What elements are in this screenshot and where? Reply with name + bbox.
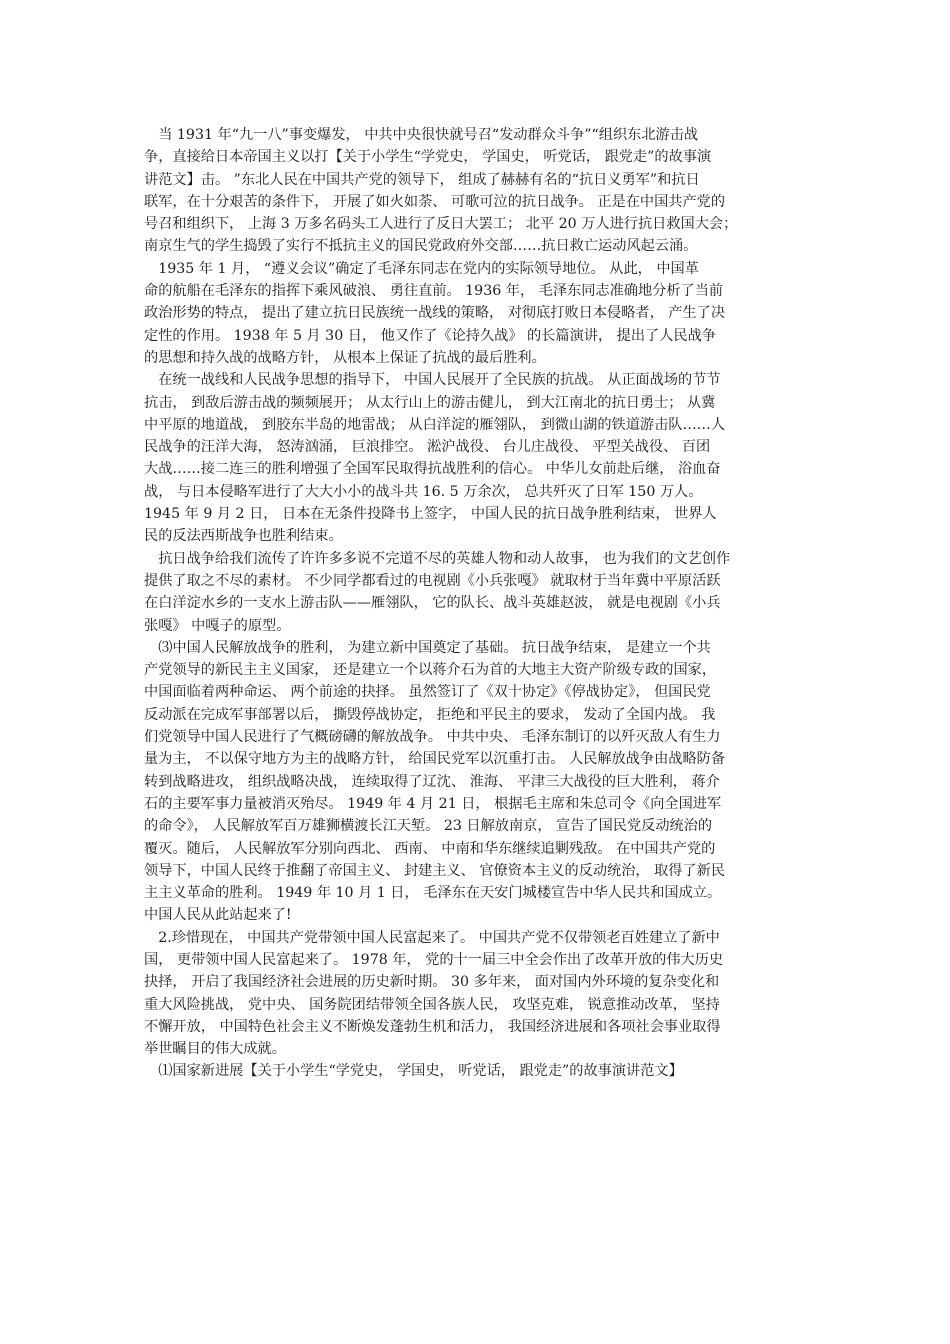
- text-line: 定性的作用。 1938 年 5 月 30 日， 他又作了《论持久战》 的长篇演讲， 提出了人民战争: [144, 327, 716, 344]
- text-line: 主主义革命的胜利。 1949 年 10 月 1 日， 毛泽东在天安门城楼宣告中华人民共和国成立。: [144, 885, 722, 902]
- text-line: 中国面临着两种命运、 两个前途的抉择。 虽然签订了《双十协定》《停战协定》， 但国民党: [144, 684, 711, 701]
- text-line: 提供了取之不尽的素材。 不少同学都看过的电视剧《小兵张嘎》 就取材于当年冀中平原活跃: [144, 572, 721, 589]
- text-line: 石的主要军事力量被消灭殆尽。 1949 年 4 月 21 日， 根据毛主席和朱总司令《向全国进军: [144, 795, 722, 812]
- text-line: 的命令》， 人民解放军百万雄狮横渡长江天堑。 23 日解放南京， 宣告了国民党反动统治的: [144, 818, 713, 835]
- text-line: 抗日战争给我们流传了许许多多说不完道不尽的英雄人物和动人故事， 也为我们的文艺创作: [144, 550, 731, 567]
- text-line: 张嘎》 中嘎子的原型。: [144, 617, 291, 634]
- text-line: 讲范文】击。 ”东北人民在中国共产党的领导下， 组成了赫赫有名的“抗日义勇军”和抗日: [144, 171, 700, 188]
- text-line: 1935 年 1 月， “遵义会议”确定了毛泽东同志在党内的实际领导地位。 从此， 中国革: [144, 260, 699, 277]
- text-line: 抉择， 开启了我国经济社会进展的历史新时期。 30 多年来， 面对国内外环境的复杂变化和: [144, 974, 720, 991]
- paragraph-1931-resistance: [144, 124, 816, 258]
- paragraph-heroes-stories: [144, 548, 816, 637]
- text-line: 重大风险挑战， 党中央、 国务院团结带领全国各族人民， 攻坚克难， 锐意推动改革， 坚持: [144, 996, 720, 1013]
- text-line: 国， 更带领中国人民富起来了。 1978 年， 党的十一届三中全会作出了改革开放的伟大历史: [144, 951, 724, 968]
- text-line: 抗击， 到敌后游击战的频频展开； 从太行山上的游击健儿， 到大江南北的抗日勇士； 从冀: [144, 394, 716, 411]
- paragraph-reform-opening: [144, 927, 816, 1061]
- text-line: 当 1931 年“九一八”事变爆发， 中共中央很快就号召“发动群众斗争”“组织东北游击战: [144, 127, 699, 143]
- text-line: 们党领导中国人民进行了气概磅礴的解放战争。 中共中央、 毛泽东制订的以歼灭敌人有生力: [144, 729, 721, 746]
- text-line: 产党领导的新民主主义国家， 还是建立一个以蒋介石为首的大地主大资产阶级专政的国家，: [144, 662, 717, 679]
- text-line: 中平原的地道战， 到胶东半岛的地雷战； 从白洋淀的雁翎队， 到微山湖的铁道游击队……人: [144, 416, 726, 433]
- paragraph-national-progress: [144, 1060, 816, 1082]
- text-line: 不懈开放， 中国特色社会主义不断焕发蓬勃生机和活力， 我国经济进展和各项社会事业取得: [144, 1018, 721, 1035]
- text-line: 战， 与日本侵略军进行了大大小小的战斗共 16. 5 万余次， 总共歼灭了日军 150 万人。: [144, 483, 703, 500]
- text-line: 民的反法西斯战争也胜利结束。: [144, 528, 343, 545]
- text-line: 在白洋淀水乡的一支水上游击队——雁翎队， 它的队长、战斗英雄赵波， 就是电视剧《小兵: [144, 595, 721, 612]
- text-line: 的思想和持久战的战略方针， 从根本上保证了抗战的最后胜利。: [144, 349, 546, 366]
- paragraph-zunyi-meeting: [144, 258, 816, 369]
- text-line: ⑴国家新进展【关于小学生“学党史， 学国史， 听党话， 跟党走”的故事演讲范文】: [144, 1063, 683, 1080]
- text-line: 覆灭。随后， 人民解放军分别向西北、 西南、 中南和华东继续追剿残敌。 在中国共产党的: [144, 840, 716, 857]
- text-line: 联军，在十分艰苦的条件下， 开展了如火如荼、 可歌可泣的抗日战争。 正是在中国共产党的: [144, 193, 726, 210]
- text-line: 举世瞩目的伟大成就。: [144, 1041, 286, 1058]
- text-line: 转到战略进攻， 组织战略决战， 连续取得了辽沈、 淮海、 平津三大战役的巨大胜利， 蒋介: [144, 773, 720, 790]
- text-line: 2.珍惜现在， 中国共产党带领中国人民富起来了。 中国共产党不仅带领老百姓建立了新中: [144, 929, 720, 946]
- text-line: 争，直接给日本帝国主义以打【关于小学生“学党史， 学国史， 听党话， 跟党走”的故事演: [144, 149, 712, 166]
- text-line: 量为主， 不以保守地方为主的战略方针， 给国民党军以沉重打击。 人民解放战争由战略防备: [144, 751, 726, 768]
- text-line: 民战争的汪洋大海， 怒涛汹涌， 巨浪排空。 淞沪战役、 台儿庄战役、 平型关战役、 百团: [144, 439, 711, 456]
- paragraph-national-war: [144, 369, 816, 547]
- text-line: 号召和组织下， 上海 3 万多名码头工人进行了反日大罢工； 北平 20 万人进行抗日救国大会；: [144, 216, 738, 233]
- paragraph-liberation-war: [144, 637, 816, 927]
- text-line: 反动派在完成军事部署以后， 撕毁停战协定， 拒绝和平民主的要求， 发动了全国内战。 我: [144, 706, 716, 723]
- text-line: 政治形势的特点， 提出了建立抗日民族统一战线的策略， 对彻底打败日本侵略者， 产生了决: [144, 305, 726, 322]
- text-line: 命的航船在毛泽东的指挥下乘风破浪、 勇往直前。 1936 年， 毛泽东同志准确地分析了当前: [144, 283, 724, 300]
- text-line: 中国人民从此站起来了!: [144, 907, 292, 924]
- text-line: 大战……接二连三的胜利增强了全国军民取得抗战胜利的信心。 中华儿女前赴后继， 浴血奋: [144, 461, 721, 478]
- text-line: ⑶中国人民解放战争的胜利， 为建立新中国奠定了基础。 抗日战争结束， 是建立一个共: [144, 639, 711, 656]
- text-line: 领导下，中国人民终于推翻了帝国主义、 封建主义、 官僚资本主义的反动统治， 取得了新民: [144, 862, 726, 879]
- text-line: 1945 年 9 月 2 日， 日本在无条件投降书上签字， 中国人民的抗日战争胜利结束， 世界人: [144, 506, 717, 523]
- text-line: 南京生气的学生捣毁了实行不抵抗主义的国民党政府外交部……抗日救亡运动风起云涌。: [144, 238, 698, 255]
- document-page: [144, 124, 816, 1083]
- text-line: 在统一战线和人民战争思想的指导下， 中国人民展开了全民族的抗战。 从正面战场的节节: [144, 372, 721, 389]
